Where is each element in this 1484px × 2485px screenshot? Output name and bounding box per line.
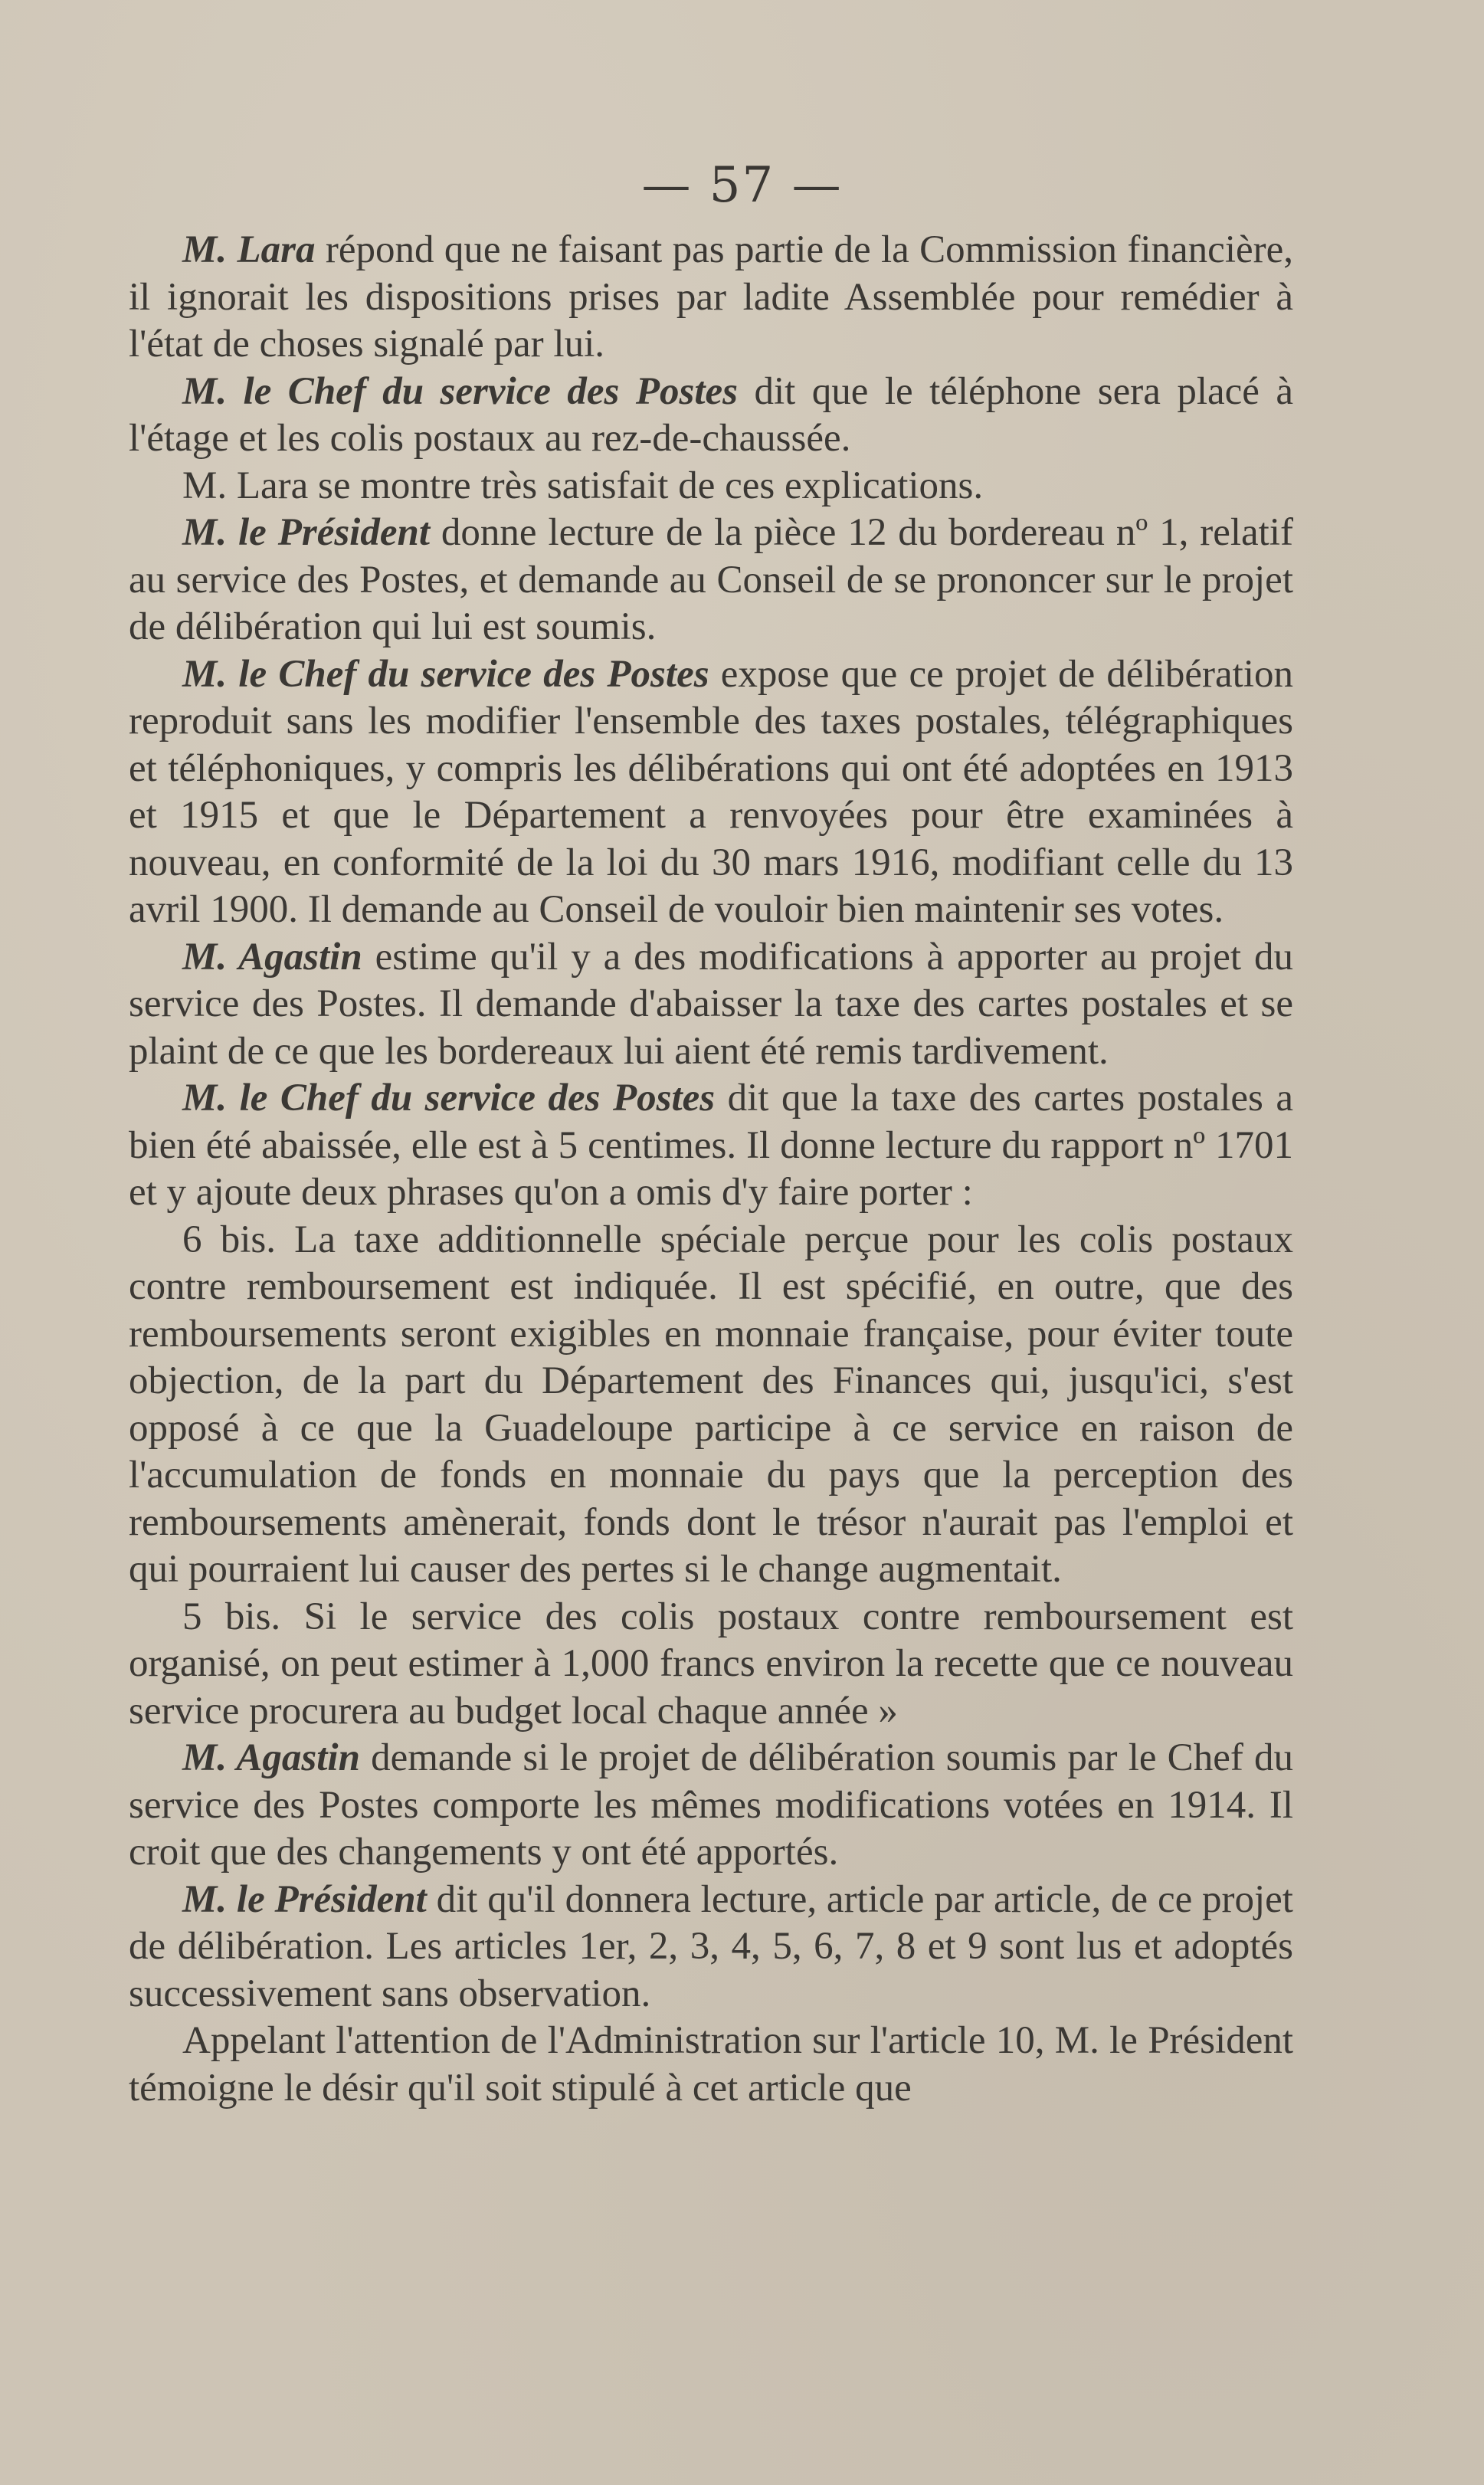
paragraph-text: 5 bis. Si le service des colis postaux contre remboursement est organisé, on peut estimer à 1,000 francs environ la recette que ce nouveau service procurera au budget local chaque année » [129,1595,1293,1733]
speaker-name: M. le Président [182,511,431,554]
paragraph [129,2018,1293,2112]
paragraph-text: donne lecture de la pièce 12 du bordereau nº 1, relatif au service des Postes, et demande au Conseil de se prononcer sur le projet de délibération qui lui est soumis. [129,511,1293,648]
paragraph-text: expose que ce projet de délibération reproduit sans les modifier l'ensemble des taxes postales, télégraphiques et téléphoniques, y compris les délibérations qui ont été adoptées en 1913 et 1915 et que le Département a renvoyées pour être examinées à nouveau, en conformité de la loi du 30 mars 1916, modifiant celle du 13 avril 1900. Il demande au Conseil de vouloir bien maintenir ses votes. [129,652,1293,931]
paragraph [129,1735,1293,1877]
paragraph [129,227,1293,369]
paragraph [129,1217,1293,1594]
paragraph-text: estime qu'il y a des modifications à apporter au projet du service des Postes. Il demande d'abaisser la taxe des cartes postales et se plaint de ce que les bordereaux lui aient été remis tardivement. [129,935,1293,1073]
paragraph-text: répond que ne faisant pas partie de la Commission financière, il ignorait les dispositions prises par ladite Assemblée pour remédier à l'état de choses signalé par lui. [129,228,1293,366]
speaker-name: M. Agastin [182,1736,360,1779]
paragraph-text: demande si le projet de délibération soumis par le Chef du service des Postes comporte les mêmes modifications votées en 1914. Il croit que des changements y ont été apportés. [129,1736,1293,1874]
paragraph-text: dit qu'il donnera lecture, article par article, de ce projet de délibération. Les articles 1er, 2, 3, 4, 5, 6, 7, 8 et 9 sont lus et adoptés successivement sans observation. [129,1877,1293,2015]
paragraph [129,463,1293,510]
paragraph [129,651,1293,934]
document-body [129,227,1293,2112]
paragraph [129,934,1293,1076]
paragraph [129,510,1293,651]
paragraph-text: 6 bis. La taxe additionnelle spéciale perçue pour les colis postaux contre remboursement est indiquée. Il est spécifié, en outre, que des remboursements seront exigibles en monnaie française, pour éviter toute objection, de la part du Département des Finances qui, jusqu'ici, s'est opposé à ce que la Guadeloupe participe à ce service en raison de l'accumulation de fonds en monnaie du pays que la perception des remboursements amènerait, fonds dont le trésor n'aurait pas l'emploi et qui pourraient lui causer des pertes si le change augmentait. [129,1218,1293,1591]
paragraph [129,369,1293,463]
page-number: — 57 — [641,157,843,214]
speaker-name: M. le Président [182,1877,427,1921]
speaker-name: M. le Chef du service des Postes [182,1077,716,1120]
paragraph-text: dit que le téléphone sera placé à l'étage et les colis postaux au rez-de-chaussée. [129,369,1293,460]
paragraph-text: dit que la taxe des cartes postales a bien été abaissée, elle est à 5 centimes. Il donne lecture du rapport nº 1701 et y ajoute deux phrases qu'on a omis d'y faire porter : [129,1077,1293,1214]
paragraph [129,1075,1293,1217]
paragraph [129,1877,1293,2018]
speaker-name: M. le Chef du service des Postes [182,652,709,696]
speaker-name: M. le Chef du service des Postes [182,369,739,413]
paragraph-text: Appelant l'attention de l'Administration sur l'article 10, M. le Président témoigne le désir qu'il soit stipulé à cet article que [129,2019,1293,2110]
speaker-name: M. Lara [182,228,316,271]
paragraph [129,1594,1293,1736]
speaker-name: M. Agastin [182,935,362,979]
paragraph-text: M. Lara se montre très satisfait de ces explications. [182,464,984,507]
